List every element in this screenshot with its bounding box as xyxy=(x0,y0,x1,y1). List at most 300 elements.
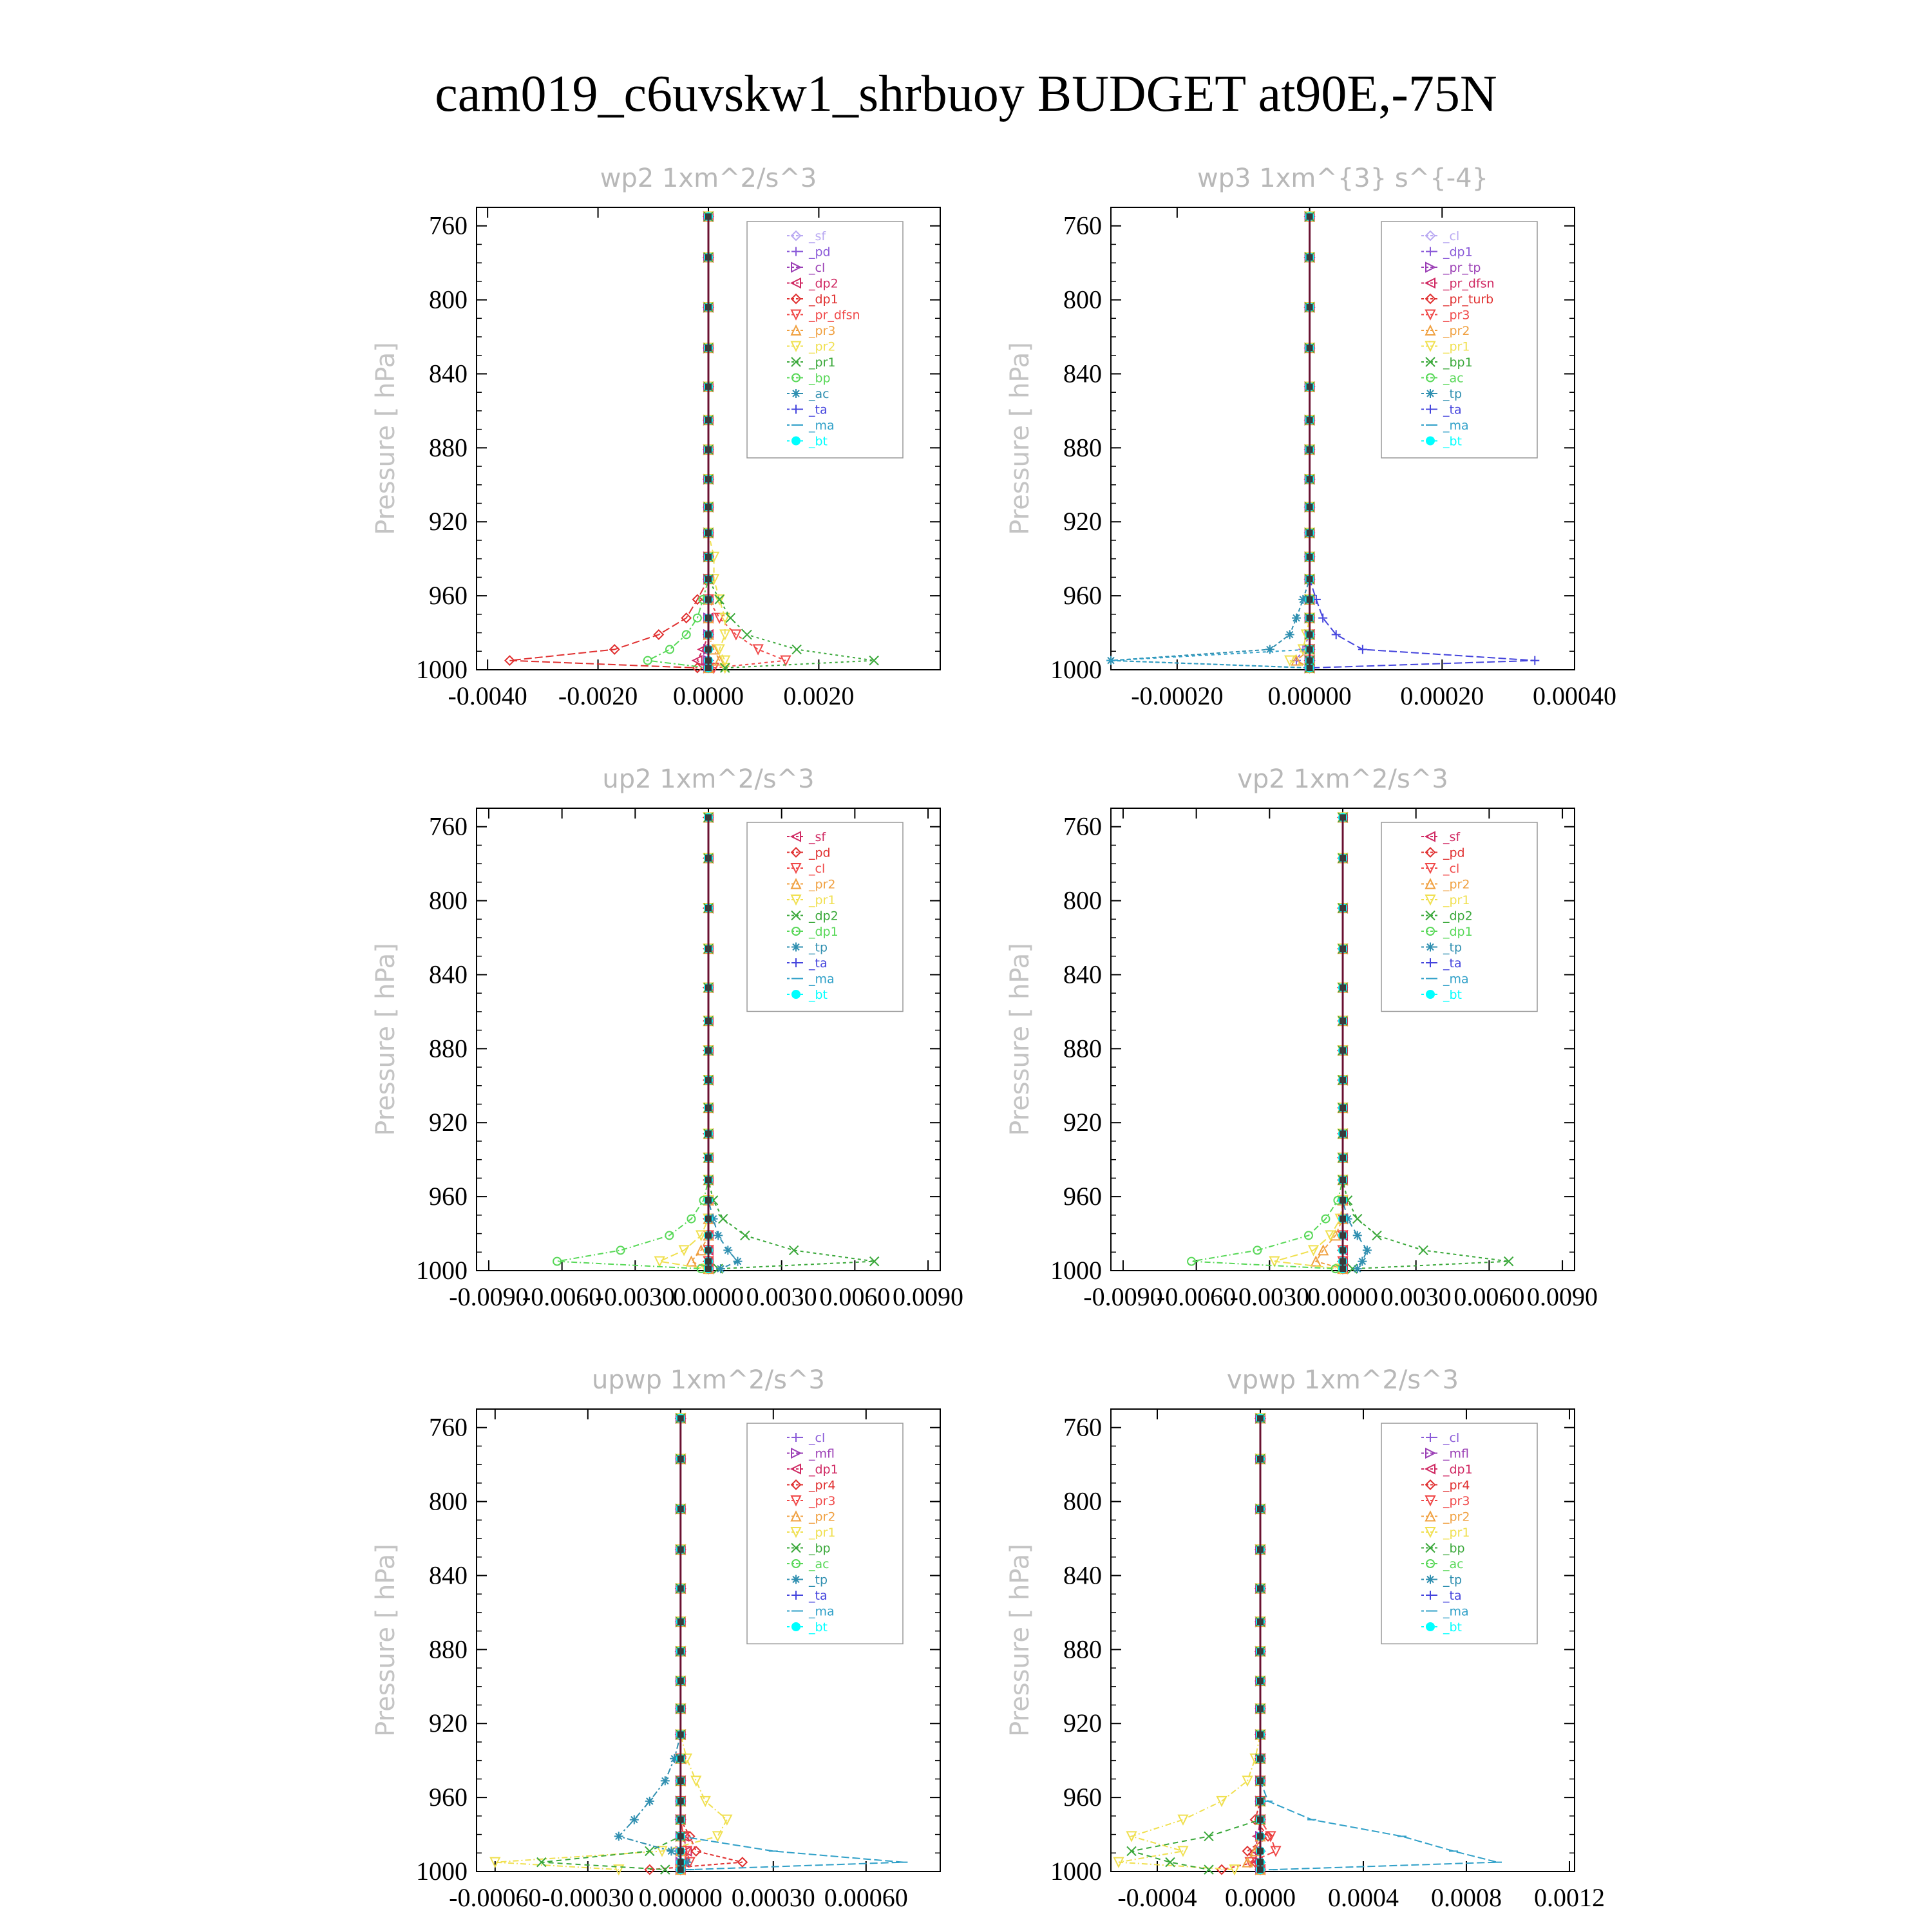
legend-label: _tp xyxy=(809,940,828,955)
zero-marker xyxy=(705,905,712,911)
legend-label: _ac xyxy=(1443,1557,1464,1571)
x-tick-label: -0.00020 xyxy=(1131,681,1224,710)
legend-label: _ta xyxy=(809,402,828,417)
y-tick-label: 920 xyxy=(1063,1108,1102,1137)
y-tick-label: 1000 xyxy=(416,1256,468,1285)
y-tick-label: 800 xyxy=(1063,285,1102,314)
legend-label: _pr1 xyxy=(1443,1526,1470,1540)
zero-marker xyxy=(1307,658,1313,664)
y-tick-label: 840 xyxy=(429,960,468,989)
legend-label: _pd xyxy=(809,846,831,860)
y-tick-label: 880 xyxy=(429,433,468,462)
legend-marker xyxy=(1426,943,1435,952)
zero-marker xyxy=(1340,1197,1346,1204)
zero-marker xyxy=(705,658,712,664)
legend-label: _tp xyxy=(1443,940,1463,955)
x-tick-label: 0.0012 xyxy=(1534,1883,1605,1912)
legend-label: _dp2 xyxy=(1443,909,1473,923)
zero-marker xyxy=(1257,1456,1264,1463)
y-tick-label: 960 xyxy=(1063,1182,1102,1211)
y-tick-label: 920 xyxy=(1063,1709,1102,1738)
y-tick-label: 800 xyxy=(1063,1486,1102,1516)
x-tick-label: 0.0030 xyxy=(746,1282,817,1311)
legend-label: _pr_tp xyxy=(1443,261,1481,275)
legend-label: _dp2 xyxy=(809,276,838,291)
zero-marker xyxy=(677,1648,684,1654)
zero-marker xyxy=(1257,1546,1264,1553)
x-tick-label: -0.0020 xyxy=(558,681,638,710)
zero-marker xyxy=(1257,1678,1264,1684)
x-tick-label: -0.0060 xyxy=(522,1282,602,1311)
legend-marker xyxy=(1426,990,1434,998)
zero-marker xyxy=(1307,345,1313,351)
zero-marker xyxy=(1340,1232,1346,1238)
zero-marker xyxy=(677,1777,684,1784)
zero-marker xyxy=(677,1866,684,1873)
x-tick-label: 0.00040 xyxy=(1533,681,1616,710)
y-tick-label: 1000 xyxy=(1050,655,1102,684)
x-tick-label: 0.00000 xyxy=(638,1883,723,1912)
x-tick-label: 0.0000 xyxy=(673,1282,744,1311)
y-tick-label: 840 xyxy=(1063,1560,1102,1590)
y-tick-label: 920 xyxy=(1063,507,1102,536)
legend-label: _bp xyxy=(809,371,831,386)
zero-marker xyxy=(1340,985,1346,991)
data-point xyxy=(1363,1245,1372,1255)
legend-label: _pr1 xyxy=(809,1526,836,1540)
legend-label: _ma xyxy=(1443,1604,1469,1619)
zero-marker xyxy=(705,1258,712,1265)
legend-label: _sf xyxy=(1443,830,1461,844)
legend-marker xyxy=(792,990,800,998)
zero-marker xyxy=(1257,1848,1264,1854)
x-tick-label: 0.0090 xyxy=(893,1282,964,1311)
data-point xyxy=(733,1257,742,1266)
legend xyxy=(1381,1423,1537,1644)
zero-marker xyxy=(705,1104,712,1111)
legend-label: _dp1 xyxy=(809,1463,838,1477)
zero-marker xyxy=(1257,1415,1264,1421)
legend-label: _pr2 xyxy=(809,1510,836,1524)
y-tick-label: 1000 xyxy=(416,655,468,684)
x-tick-label: -0.0090 xyxy=(1083,1282,1163,1311)
zero-marker xyxy=(1257,1756,1264,1762)
x-tick-label: -0.00030 xyxy=(542,1883,634,1912)
zero-marker xyxy=(705,814,712,820)
zero-marker xyxy=(705,254,712,261)
zero-marker xyxy=(677,1817,684,1823)
zero-marker xyxy=(1340,814,1346,820)
legend-label: _bt xyxy=(1443,1620,1463,1634)
legend-label: _ac xyxy=(1443,371,1464,386)
data-point xyxy=(1292,614,1301,623)
x-tick-label: -0.0030 xyxy=(1229,1282,1309,1311)
y-axis-label: Pressure [ hPa] xyxy=(371,1544,401,1737)
zero-marker xyxy=(705,1177,712,1183)
legend-label: _pr1 xyxy=(1443,339,1470,354)
y-tick-label: 880 xyxy=(1063,433,1102,462)
legend-label: _cl xyxy=(809,1431,826,1445)
zero-marker xyxy=(1307,417,1313,423)
x-tick-label: -0.0030 xyxy=(595,1282,675,1311)
zero-marker xyxy=(1257,1618,1264,1625)
panel-title: wp3 1xm^{3} s^{-4} xyxy=(1197,164,1489,193)
legend-label: _mfl xyxy=(1443,1446,1469,1461)
legend-label: _bt xyxy=(809,434,828,449)
zero-marker xyxy=(677,1848,684,1854)
legend-marker xyxy=(1426,1623,1434,1631)
legend-label: _cl xyxy=(1443,1431,1460,1445)
zero-marker xyxy=(705,615,712,621)
x-tick-label: 0.0090 xyxy=(1527,1282,1598,1311)
legend-label: _pd xyxy=(1443,846,1465,860)
y-tick-label: 920 xyxy=(429,507,468,536)
zero-marker xyxy=(705,646,712,652)
y-tick-label: 800 xyxy=(1063,886,1102,915)
x-tick-label: -0.00060 xyxy=(449,1883,542,1912)
zero-marker xyxy=(705,1155,712,1161)
zero-marker xyxy=(677,1456,684,1463)
y-tick-label: 1000 xyxy=(416,1857,468,1886)
data-point xyxy=(614,1832,623,1841)
y-tick-label: 760 xyxy=(1063,1412,1102,1442)
zero-marker xyxy=(677,1678,684,1684)
legend-label: _sf xyxy=(809,229,826,243)
y-tick-label: 760 xyxy=(429,211,468,240)
data-point xyxy=(1265,645,1274,654)
y-tick-label: 920 xyxy=(429,1108,468,1137)
legend-label: _sf xyxy=(809,830,826,844)
zero-marker xyxy=(705,1232,712,1238)
data-point xyxy=(661,1776,670,1785)
y-tick-label: 960 xyxy=(429,1783,468,1812)
zero-marker xyxy=(1340,1077,1346,1083)
zero-marker xyxy=(705,1130,712,1137)
zero-marker xyxy=(1257,1731,1264,1738)
y-tick-label: 800 xyxy=(429,886,468,915)
x-tick-label: 0.0060 xyxy=(1454,1282,1525,1311)
zero-marker xyxy=(705,304,712,310)
legend-label: _pr_dfsn xyxy=(1443,276,1495,291)
zero-marker xyxy=(1257,1705,1264,1712)
legend-label: _pr2 xyxy=(1443,1510,1470,1524)
legend-label: _pr3 xyxy=(1443,308,1470,323)
x-tick-label: 0.0004 xyxy=(1328,1883,1399,1912)
legend-label: _bt xyxy=(809,1620,828,1634)
panel-title: upwp 1xm^2/s^3 xyxy=(592,1365,825,1395)
zero-marker xyxy=(1257,1859,1264,1866)
zero-marker xyxy=(1340,1265,1346,1272)
zero-marker xyxy=(705,576,712,582)
legend-label: _dp2 xyxy=(809,909,838,923)
zero-marker xyxy=(705,1265,712,1272)
panel-title: vp2 1xm^2/s^3 xyxy=(1237,764,1448,794)
legend-label: _ta xyxy=(1443,956,1462,971)
zero-marker xyxy=(1257,1777,1264,1784)
legend-label: _cl xyxy=(1443,862,1460,876)
zero-marker xyxy=(1340,1177,1346,1183)
legend-label: _cl xyxy=(1443,229,1460,243)
legend-label: _cl xyxy=(809,862,826,876)
zero-marker xyxy=(1340,1104,1346,1111)
legend-label: _ac xyxy=(809,387,829,401)
data-point xyxy=(714,1231,723,1240)
y-axis-label: Pressure [ hPa] xyxy=(371,943,401,1136)
zero-marker xyxy=(1307,631,1313,638)
zero-marker xyxy=(677,1833,684,1839)
zero-marker xyxy=(1340,945,1346,952)
zero-marker xyxy=(1307,615,1313,621)
legend-label: _tp xyxy=(1443,387,1463,401)
zero-marker xyxy=(705,1216,712,1222)
zero-marker xyxy=(1307,665,1313,671)
zero-marker xyxy=(705,855,712,862)
legend xyxy=(747,1423,903,1644)
y-axis-label: Pressure [ hPa] xyxy=(1005,943,1035,1136)
zero-marker xyxy=(1307,529,1313,536)
zero-marker xyxy=(705,1247,712,1253)
zero-marker xyxy=(1307,504,1313,510)
legend-marker xyxy=(791,1575,800,1584)
zero-marker xyxy=(705,1047,712,1054)
y-tick-label: 960 xyxy=(1063,1783,1102,1812)
legend-marker xyxy=(1426,437,1434,445)
zero-marker xyxy=(1307,596,1313,603)
zero-marker xyxy=(1307,646,1313,652)
x-tick-label: 0.0000 xyxy=(1225,1883,1296,1912)
data-point xyxy=(1358,1257,1367,1266)
zero-marker xyxy=(705,345,712,351)
zero-marker xyxy=(705,1197,712,1204)
legend-label: _ma xyxy=(1443,419,1469,433)
legend-label: _pr2 xyxy=(1443,324,1470,338)
zero-marker xyxy=(1257,1798,1264,1804)
legend-label: _pr4 xyxy=(809,1478,836,1493)
zero-marker xyxy=(677,1546,684,1553)
y-tick-label: 840 xyxy=(429,1560,468,1590)
legend-label: _ma xyxy=(809,972,835,987)
y-tick-label: 840 xyxy=(429,359,468,388)
legend-label: _ma xyxy=(809,419,835,433)
legend-label: _bt xyxy=(1443,434,1463,449)
zero-marker xyxy=(705,384,712,390)
data-point xyxy=(1353,1231,1362,1240)
legend-marker xyxy=(792,1623,800,1631)
x-tick-label: -0.0090 xyxy=(449,1282,529,1311)
zero-marker xyxy=(1307,446,1313,453)
zero-marker xyxy=(1257,1506,1264,1512)
y-tick-label: 800 xyxy=(429,285,468,314)
legend-label: _bp xyxy=(1443,1541,1465,1556)
zero-marker xyxy=(1340,1216,1346,1222)
legend xyxy=(1381,822,1537,1012)
y-tick-label: 880 xyxy=(429,1034,468,1063)
legend-label: _pr1 xyxy=(809,893,836,907)
x-tick-label: 0.0030 xyxy=(1380,1282,1452,1311)
zero-marker xyxy=(677,1731,684,1738)
zero-marker xyxy=(1340,1130,1346,1137)
data-point xyxy=(645,1797,654,1806)
zero-marker xyxy=(1340,1018,1346,1024)
y-tick-label: 960 xyxy=(429,581,468,611)
zero-marker xyxy=(1340,1047,1346,1054)
zero-marker xyxy=(677,1798,684,1804)
y-tick-label: 840 xyxy=(1063,359,1102,388)
zero-marker xyxy=(1257,1586,1264,1592)
legend-marker xyxy=(1426,389,1435,398)
zero-marker xyxy=(1340,1247,1346,1253)
y-tick-label: 960 xyxy=(429,1182,468,1211)
zero-marker xyxy=(677,1705,684,1712)
zero-marker xyxy=(1307,554,1313,560)
x-tick-label: -0.0040 xyxy=(448,681,527,710)
legend xyxy=(747,222,903,458)
x-tick-label: 0.00060 xyxy=(824,1883,908,1912)
legend-label: _mfl xyxy=(809,1446,835,1461)
zero-marker xyxy=(705,213,712,220)
zero-marker xyxy=(677,1756,684,1762)
legend-label: _bt xyxy=(809,988,828,1002)
legend-label: _pr_dfsn xyxy=(809,308,860,323)
legend-label: _tp xyxy=(809,1573,828,1587)
y-tick-label: 760 xyxy=(1063,811,1102,841)
zero-marker xyxy=(705,985,712,991)
legend-marker xyxy=(791,943,800,952)
panel-title: vpwp 1xm^2/s^3 xyxy=(1226,1365,1459,1395)
legend-label: _ta xyxy=(1443,402,1462,417)
x-tick-label: 0.00000 xyxy=(1267,681,1352,710)
legend-label: _ma xyxy=(809,1604,835,1619)
x-tick-label: 0.00030 xyxy=(731,1883,815,1912)
zero-marker xyxy=(1307,576,1313,582)
zero-marker xyxy=(705,1018,712,1024)
zero-marker xyxy=(705,529,712,536)
legend-label: _pr2 xyxy=(809,877,836,892)
legend-label: _pr2 xyxy=(809,339,836,354)
data-point xyxy=(1353,1264,1362,1273)
data-point xyxy=(667,1846,676,1855)
legend-label: _pr3 xyxy=(809,1494,836,1508)
y-tick-label: 880 xyxy=(1063,1634,1102,1664)
y-tick-label: 760 xyxy=(429,1412,468,1442)
legend-label: _dp1 xyxy=(809,925,838,939)
zero-marker xyxy=(1307,304,1313,310)
legend-label: _dp1 xyxy=(1443,245,1473,260)
zero-marker xyxy=(1340,855,1346,862)
y-tick-label: 1000 xyxy=(1050,1857,1102,1886)
legend-label: _pr3 xyxy=(809,324,836,338)
zero-marker xyxy=(1257,1866,1264,1873)
zero-marker xyxy=(705,1077,712,1083)
legend-marker xyxy=(792,437,800,445)
legend-label: _ta xyxy=(809,956,828,971)
legend-label: _dp1 xyxy=(809,292,838,307)
y-axis-label: Pressure [ hPa] xyxy=(1005,1544,1035,1737)
legend-label: _bt xyxy=(1443,988,1463,1002)
zero-marker xyxy=(1340,1258,1346,1265)
y-tick-label: 880 xyxy=(429,1634,468,1664)
panel-title: up2 1xm^2/s^3 xyxy=(602,764,815,794)
legend-label: _ac xyxy=(809,1557,829,1571)
zero-marker xyxy=(677,1506,684,1512)
legend-label: _pr4 xyxy=(1443,1478,1470,1493)
x-tick-label: 0.0060 xyxy=(819,1282,891,1311)
x-tick-label: -0.0060 xyxy=(1156,1282,1236,1311)
zero-marker xyxy=(705,554,712,560)
zero-marker xyxy=(705,476,712,482)
zero-marker xyxy=(1257,1817,1264,1823)
zero-marker xyxy=(1307,213,1313,220)
zero-marker xyxy=(1340,1155,1346,1161)
legend-label: _cl xyxy=(809,261,826,275)
y-tick-label: 1000 xyxy=(1050,1256,1102,1285)
zero-marker xyxy=(705,417,712,423)
zero-marker xyxy=(677,1586,684,1592)
legend xyxy=(1381,222,1537,458)
zero-marker xyxy=(1307,254,1313,261)
legend-marker xyxy=(1426,1575,1435,1584)
legend-label: _pr3 xyxy=(1443,1494,1470,1508)
legend-label: _pr1 xyxy=(1443,893,1470,907)
legend-label: _dp1 xyxy=(1443,925,1473,939)
legend-label: _pr_turb xyxy=(1443,292,1494,307)
y-tick-label: 960 xyxy=(1063,581,1102,611)
data-point xyxy=(630,1815,639,1824)
zero-marker xyxy=(1307,384,1313,390)
legend-label: _bp1 xyxy=(1443,355,1473,370)
legend-marker xyxy=(791,389,800,398)
zero-marker xyxy=(705,665,712,671)
legend-label: _ta xyxy=(1443,1589,1462,1603)
legend-label: _dp1 xyxy=(1443,1463,1473,1477)
y-tick-label: 760 xyxy=(429,811,468,841)
zero-marker xyxy=(1257,1833,1264,1839)
zero-marker xyxy=(1257,1648,1264,1654)
data-point xyxy=(723,1245,732,1255)
zero-marker xyxy=(705,504,712,510)
legend-label: _pr2 xyxy=(1443,877,1470,892)
y-tick-label: 800 xyxy=(429,1486,468,1516)
legend-label: _pd xyxy=(809,245,831,260)
data-point xyxy=(716,1264,725,1273)
zero-marker xyxy=(705,631,712,638)
legend-label: _pr1 xyxy=(809,355,836,370)
zero-marker xyxy=(1340,905,1346,911)
y-tick-label: 920 xyxy=(429,1709,468,1738)
data-point xyxy=(1285,630,1294,639)
zero-marker xyxy=(677,1859,684,1866)
y-tick-label: 880 xyxy=(1063,1034,1102,1063)
legend-label: _bp xyxy=(809,1541,831,1556)
y-axis-label: Pressure [ hPa] xyxy=(1005,342,1035,535)
legend-label: _tp xyxy=(1443,1573,1463,1587)
x-tick-label: 0.00020 xyxy=(1400,681,1484,710)
zero-marker xyxy=(705,945,712,952)
zero-marker xyxy=(705,446,712,453)
y-tick-label: 840 xyxy=(1063,960,1102,989)
x-tick-label: -0.0004 xyxy=(1117,1883,1197,1912)
x-tick-label: 0.0000 xyxy=(1307,1282,1378,1311)
zero-marker xyxy=(677,1618,684,1625)
figure-title: cam019_c6uvskw1_shrbuoy BUDGET at90E,-75N xyxy=(435,66,1497,122)
zero-marker xyxy=(1307,476,1313,482)
y-tick-label: 760 xyxy=(1063,211,1102,240)
legend xyxy=(747,822,903,1012)
zero-marker xyxy=(677,1415,684,1421)
zero-marker xyxy=(705,596,712,603)
x-tick-label: 0.0008 xyxy=(1431,1883,1502,1912)
legend-label: _ta xyxy=(809,1589,828,1603)
